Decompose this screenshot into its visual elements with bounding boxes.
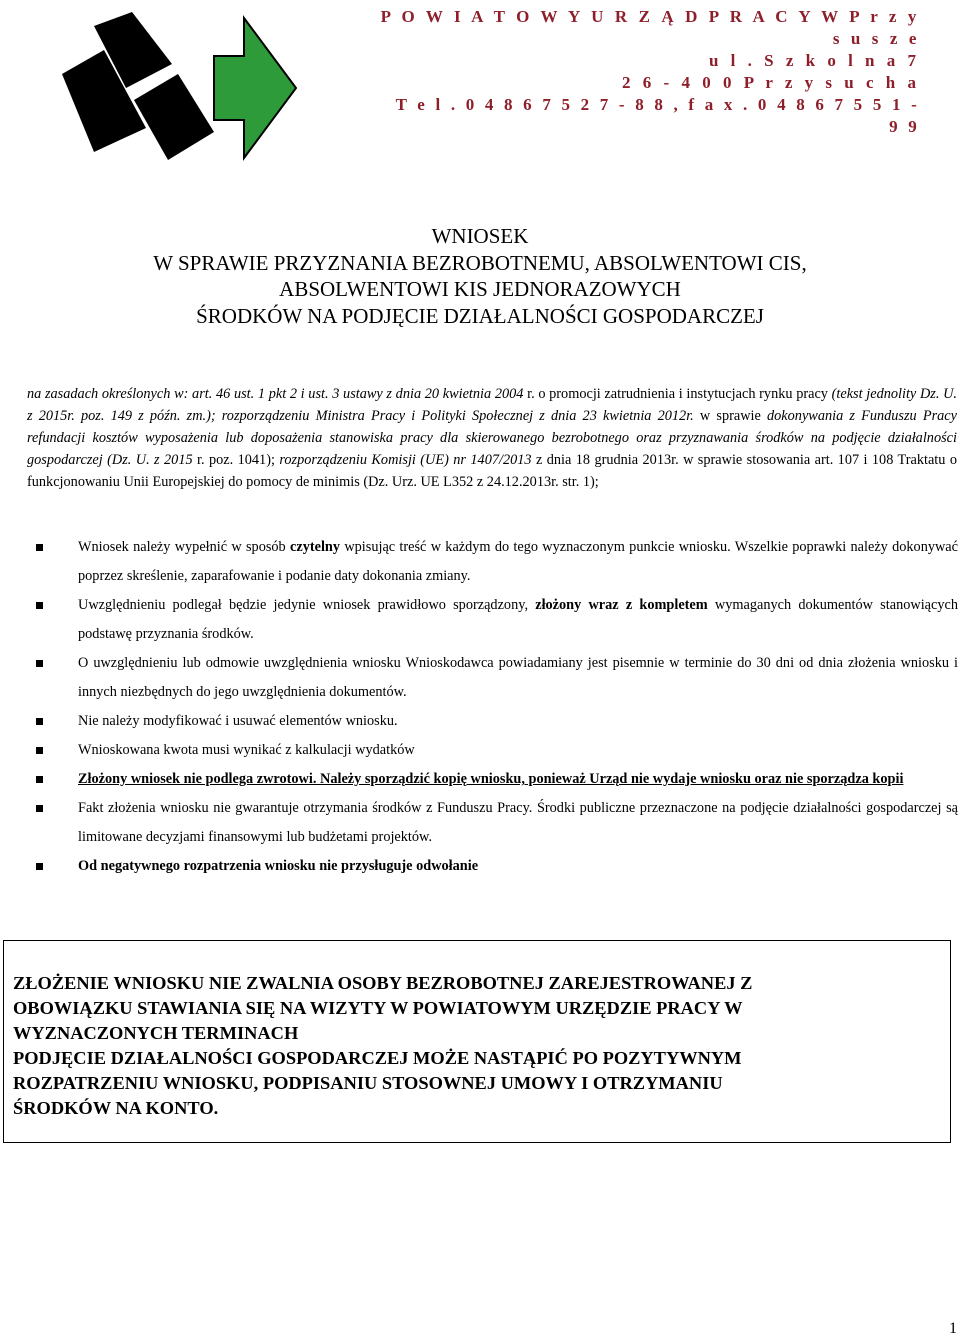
instruction-item bbox=[36, 591, 958, 649]
notice-line-5: ROZPATRZENIU WNIOSKU, PODPISANIU STOSOWNEJ UMOWY I OTRZYMANIU bbox=[13, 1073, 723, 1093]
office-logo bbox=[60, 10, 300, 165]
instruction-item bbox=[36, 533, 958, 591]
instruction-item bbox=[36, 707, 958, 736]
bullet-square-icon bbox=[36, 544, 43, 551]
bullet-square-icon bbox=[36, 805, 43, 812]
bullet-square-icon bbox=[36, 863, 43, 870]
instruction-item bbox=[36, 736, 958, 765]
legal-part-1: na zasadach określonych w: art. 46 ust. 1 pkt 2 i ust. 3 ustawy z dnia 20 kwietnia 2004 bbox=[27, 386, 524, 402]
logo-green-arrow bbox=[214, 18, 296, 158]
notice-line-1: ZŁOŻENIE WNIOSKU NIE ZWALNIA OSOBY BEZROBOTNEJ ZAREJESTROWANEJ Z bbox=[13, 973, 753, 993]
legal-part-7: rozporządzeniu Komisji (UE) nr 1407/2013 bbox=[279, 452, 532, 468]
bullet-square-icon bbox=[36, 602, 43, 609]
office-name: P O W I A T O W Y U R Z Ą D P R A C Y W P r z y s u s z e bbox=[380, 7, 920, 48]
instruction-item bbox=[36, 765, 958, 794]
office-header bbox=[380, 6, 920, 138]
notice-line-2: OBOWIĄZKU STAWIANIA SIĘ NA WIZYTY W POWIATOWYM URZĘDZIE PRACY W bbox=[13, 998, 743, 1018]
page-number: 1 bbox=[949, 1320, 957, 1337]
instruction-text: wymaganych dokumentów stanowiących podstawę przyznania środków. bbox=[78, 597, 958, 642]
instruction-item bbox=[36, 852, 958, 881]
office-phone-fax: T e l . 0 4 8 6 7 5 2 7 - 8 8 , f a x . 0 4 8 6 7 5 5 1 - 9 9 bbox=[395, 95, 920, 136]
instruction-text: Wnioskowana kwota musi wynikać z kalkulacji wydatków bbox=[78, 742, 415, 758]
instruction-emphasis: Od negatywnego rozpatrzenia wniosku nie przysługuje odwołanie bbox=[78, 858, 479, 874]
instruction-text: Uwzględnieniu podlegał będzie jedynie wniosek prawidłowo sporządzony, bbox=[78, 597, 536, 613]
notice-text bbox=[13, 971, 938, 1121]
legal-part-5: dokonywania z Funduszu Pracy refundacji kosztów wyposażenia lub doposażenia stanowiska pracy dla skierowanego bezrobotnego oraz przyznawania środków na podjęcie działalności gospodarczej (Dz. U. z 2015 bbox=[27, 408, 957, 468]
title-line-3: ABSOLWENTOWI KIS JEDNORAZOWYCH bbox=[279, 277, 681, 301]
instruction-warning: Złożony wniosek nie podlega zwrotowi. Należy sporządzić kopię wniosku, ponieważ Urząd nie wydaje wniosku oraz nie sporządza kopii bbox=[78, 771, 904, 787]
bullet-square-icon bbox=[36, 718, 43, 725]
instructions-list bbox=[36, 533, 958, 881]
instruction-text: Fakt złożenia wniosku nie gwarantuje otrzymania środków z Funduszu Pracy. Środki publiczne przeznaczone na podjęcie działalności gospodarczej są limitowane decyzjami finansowymi lub budżetami projektów. bbox=[78, 800, 958, 845]
instruction-item bbox=[36, 649, 958, 707]
notice-line-3: WYZNACZONYCH TERMINACH bbox=[13, 1023, 299, 1043]
notice-box bbox=[3, 940, 951, 1143]
instruction-text: wpisując treść w każdym do tego wyznaczonym punkcie wniosku. Wszelkie poprawki należy dokonywać poprzez skreślenie, zaparafowanie i podanie daty dokonania zmiany. bbox=[78, 539, 959, 584]
instruction-item bbox=[36, 794, 958, 852]
instruction-text: Wniosek należy wypełnić w sposób bbox=[78, 539, 290, 555]
title-line-4: ŚRODKÓW NA PODJĘCIE DZIAŁALNOŚCI GOSPODARCZEJ bbox=[196, 303, 764, 328]
instruction-emphasis: czytelny bbox=[290, 539, 341, 555]
notice-line-4: PODJĘCIE DZIAŁALNOŚCI GOSPODARCZEJ MOŻE NASTĄPIĆ PO POZYTYWNYM bbox=[13, 1048, 742, 1068]
legal-part-4: w sprawie bbox=[693, 408, 767, 424]
legal-part-3: (tekst jednolity Dz. U. z 2015r. poz. 149 z późn. zm.); rozporządzeniu Ministra Pracy i Polityki Społecznej z dnia 23 kwietnia 2012r. bbox=[27, 386, 957, 424]
notice-line-6: ŚRODKÓW NA KONTO. bbox=[13, 1098, 219, 1118]
instruction-text: Nie należy modyfikować i usuwać elementów wniosku. bbox=[78, 713, 398, 729]
instruction-emphasis: złożony wraz z kompletem bbox=[535, 597, 708, 613]
bullet-square-icon bbox=[36, 660, 43, 667]
logo-black-square-3 bbox=[134, 74, 214, 160]
legal-part-8: z dnia 18 grudnia 2013r. w sprawie stosowania art. 107 i 108 Traktatu o funkcjonowaniu Unii Europejskiej do pomocy de minimis (Dz. Urz. UE L352 z 24.12.2013r. str. 1); bbox=[27, 452, 957, 490]
title-line-1: WNIOSEK bbox=[431, 224, 529, 248]
bullet-square-icon bbox=[36, 747, 43, 754]
legal-part-6: r. poz. 1041); bbox=[192, 452, 280, 468]
document-title bbox=[40, 223, 920, 329]
instruction-text: O uwzględnieniu lub odmowie uwzględnienia wniosku Wnioskodawca powiadamiany jest pisemnie w terminie do 30 dni od dnia złożenia wniosku i innych niezbędnych do jego uwzględnienia dokumentów. bbox=[78, 655, 958, 700]
office-city: 2 6 - 4 0 0 P r z y s u c h a bbox=[622, 73, 920, 92]
legal-basis-paragraph bbox=[27, 383, 957, 493]
office-street: u l . S z k o l n a 7 bbox=[708, 51, 920, 70]
title-line-2: W SPRAWIE PRZYZNANIA BEZROBOTNEMU, ABSOLWENTOWI CIS, bbox=[153, 250, 807, 275]
legal-part-2: r. o promocji zatrudnienia i instytucjach rynku pracy bbox=[523, 386, 832, 402]
bullet-square-icon bbox=[36, 776, 43, 783]
